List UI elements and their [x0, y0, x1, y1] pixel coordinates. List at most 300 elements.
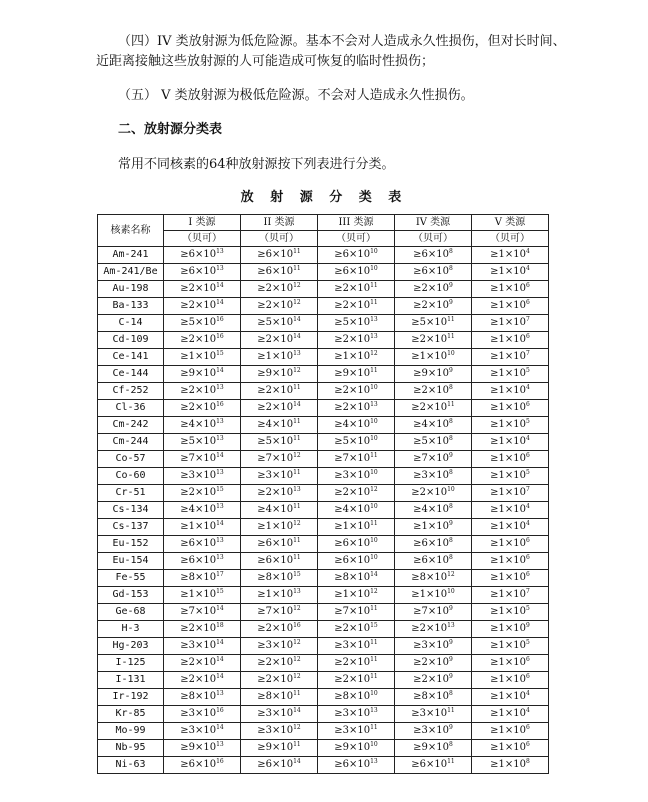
activity-base: ≥2×10: [413, 300, 450, 311]
table-row: [98, 689, 549, 706]
activity-base: ≥9×10: [413, 742, 450, 753]
activity-exponent: 12: [447, 571, 455, 578]
activity-exponent: 14: [216, 605, 224, 612]
activity-cell: [318, 332, 395, 349]
activity-cell: [164, 519, 241, 536]
nuclide-name-cell: H-3: [98, 621, 164, 638]
activity-cell: [241, 570, 318, 587]
activity-exponent: 16: [216, 758, 224, 765]
activity-exponent: 8: [449, 384, 453, 391]
activity-base: ≥6×10: [257, 249, 294, 260]
activity-base: ≥7×10: [413, 453, 450, 464]
nuclide-name-cell: Mo-99: [98, 723, 164, 740]
activity-base: ≥1×10: [490, 334, 527, 345]
table-row: [98, 553, 549, 570]
activity-base: ≥4×10: [257, 419, 294, 430]
activity-exponent: 11: [293, 503, 301, 510]
activity-base: ≥7×10: [180, 453, 217, 464]
activity-exponent: 10: [370, 384, 378, 391]
nuclide-name-cell: Au-198: [98, 281, 164, 298]
activity-exponent: 11: [370, 282, 378, 289]
nuclide-name-cell: I-131: [98, 672, 164, 689]
activity-cell: [395, 400, 472, 417]
activity-exponent: 7: [526, 350, 530, 357]
activity-base: ≥1×10: [490, 606, 527, 617]
activity-cell: [395, 247, 472, 264]
activity-base: ≥5×10: [257, 317, 294, 328]
activity-exponent: 12: [293, 673, 301, 680]
activity-exponent: 11: [293, 418, 301, 425]
table-row: [98, 468, 549, 485]
activity-cell: [395, 604, 472, 621]
nuclide-name-cell: Gd-153: [98, 587, 164, 604]
activity-exponent: 9: [449, 673, 453, 680]
activity-cell: [395, 587, 472, 604]
activity-exponent: 13: [447, 622, 455, 629]
activity-base: ≥6×10: [257, 555, 294, 566]
activity-cell: [241, 400, 318, 417]
activity-base: ≥2×10: [257, 385, 294, 396]
table-row: [98, 298, 549, 315]
activity-cell: [395, 757, 472, 774]
activity-base: ≥1×10: [490, 555, 527, 566]
activity-base: ≥2×10: [257, 300, 294, 311]
table-row: [98, 315, 549, 332]
activity-cell: [472, 587, 549, 604]
activity-base: ≥6×10: [180, 266, 217, 277]
activity-cell: [318, 502, 395, 519]
activity-base: ≥9×10: [334, 742, 371, 753]
activity-cell: [318, 706, 395, 723]
activity-base: ≥6×10: [180, 555, 217, 566]
activity-exponent: 11: [447, 758, 455, 765]
activity-base: ≥2×10: [334, 674, 371, 685]
activity-cell: [472, 247, 549, 264]
activity-cell: [241, 366, 318, 383]
activity-exponent: 9: [449, 724, 453, 731]
activity-cell: [164, 689, 241, 706]
table-row: [98, 400, 549, 417]
activity-exponent: 13: [216, 503, 224, 510]
activity-base: ≥6×10: [180, 249, 217, 260]
activity-cell: [472, 655, 549, 672]
nuclide-name-cell: Cs-134: [98, 502, 164, 519]
activity-exponent: 14: [216, 367, 224, 374]
activity-cell: [318, 417, 395, 434]
activity-cell: [395, 502, 472, 519]
activity-base: ≥2×10: [180, 674, 217, 685]
activity-exponent: 9: [449, 299, 453, 306]
table-row: [98, 638, 549, 655]
activity-exponent: 11: [447, 316, 455, 323]
activity-exponent: 13: [216, 537, 224, 544]
activity-exponent: 13: [216, 384, 224, 391]
activity-cell: [241, 298, 318, 315]
header-class-1: I 类源: [164, 215, 241, 231]
table-row: [98, 247, 549, 264]
activity-exponent: 12: [293, 605, 301, 612]
activity-exponent: 13: [293, 486, 301, 493]
activity-exponent: 14: [293, 707, 301, 714]
activity-cell: [318, 298, 395, 315]
nuclide-name-cell: Cd-109: [98, 332, 164, 349]
activity-exponent: 11: [293, 554, 301, 561]
header-unit: （贝可）: [395, 231, 472, 247]
activity-exponent: 4: [526, 503, 530, 510]
nuclide-name-cell: Ge-68: [98, 604, 164, 621]
activity-exponent: 11: [293, 265, 301, 272]
activity-exponent: 13: [370, 758, 378, 765]
activity-exponent: 11: [370, 673, 378, 680]
activity-cell: [472, 281, 549, 298]
activity-base: ≥7×10: [257, 453, 294, 464]
intro-text: 常用不同核素的64种放射源按下列表进行分类。: [118, 157, 395, 172]
activity-exponent: 4: [526, 435, 530, 442]
activity-base: ≥1×10: [490, 708, 527, 719]
activity-exponent: 9: [449, 605, 453, 612]
activity-base: ≥1×10: [490, 521, 527, 532]
activity-base: ≥8×10: [334, 572, 371, 583]
activity-cell: [318, 434, 395, 451]
activity-cell: [472, 689, 549, 706]
activity-base: ≥1×10: [490, 504, 527, 515]
activity-cell: [472, 451, 549, 468]
activity-exponent: 5: [526, 605, 530, 612]
activity-cell: [395, 417, 472, 434]
activity-exponent: 15: [370, 622, 378, 629]
activity-base: ≥2×10: [180, 283, 217, 294]
activity-exponent: 11: [370, 605, 378, 612]
table-row: [98, 604, 549, 621]
activity-exponent: 11: [370, 724, 378, 731]
activity-exponent: 5: [526, 639, 530, 646]
activity-base: ≥3×10: [411, 708, 448, 719]
activity-exponent: 15: [216, 588, 224, 595]
activity-cell: [472, 638, 549, 655]
activity-base: ≥1×10: [490, 351, 527, 362]
activity-exponent: 13: [216, 741, 224, 748]
nuclide-name-cell: Cs-137: [98, 519, 164, 536]
activity-base: ≥7×10: [413, 606, 450, 617]
activity-cell: [241, 383, 318, 400]
activity-base: ≥2×10: [180, 385, 217, 396]
activity-cell: [241, 247, 318, 264]
activity-cell: [318, 400, 395, 417]
activity-cell: [241, 740, 318, 757]
activity-cell: [164, 400, 241, 417]
nuclide-name-cell: Eu-152: [98, 536, 164, 553]
activity-base: ≥3×10: [180, 725, 217, 736]
activity-base: ≥6×10: [334, 555, 371, 566]
activity-cell: [472, 434, 549, 451]
header-class-5: V 类源: [472, 215, 549, 231]
activity-cell: [395, 536, 472, 553]
activity-base: ≥2×10: [334, 487, 371, 498]
activity-cell: [318, 281, 395, 298]
table-row: [98, 757, 549, 774]
header-unit: （贝可）: [164, 231, 241, 247]
activity-cell: [472, 468, 549, 485]
activity-base: ≥2×10: [334, 385, 371, 396]
activity-cell: [395, 281, 472, 298]
table-row: [98, 383, 549, 400]
activity-base: ≥1×10: [334, 521, 371, 532]
activity-exponent: 9: [449, 656, 453, 663]
activity-cell: [395, 434, 472, 451]
activity-exponent: 13: [216, 690, 224, 697]
activity-base: ≥7×10: [334, 606, 371, 617]
activity-cell: [318, 536, 395, 553]
activity-cell: [395, 638, 472, 655]
table-row: [98, 417, 549, 434]
activity-base: ≥1×10: [257, 351, 294, 362]
activity-exponent: 9: [449, 452, 453, 459]
nuclide-name-cell: Cm-244: [98, 434, 164, 451]
table-row: [98, 740, 549, 757]
activity-exponent: 11: [370, 452, 378, 459]
activity-exponent: 9: [449, 520, 453, 527]
activity-base: ≥6×10: [413, 266, 450, 277]
activity-base: ≥1×10: [334, 351, 371, 362]
activity-exponent: 12: [293, 299, 301, 306]
activity-base: ≥8×10: [413, 691, 450, 702]
activity-exponent: 9: [449, 367, 453, 374]
activity-exponent: 4: [526, 265, 530, 272]
activity-exponent: 6: [526, 554, 530, 561]
activity-exponent: 15: [293, 571, 301, 578]
activity-cell: [164, 723, 241, 740]
activity-base: ≥1×10: [490, 385, 527, 396]
activity-cell: [241, 434, 318, 451]
activity-exponent: 6: [526, 282, 530, 289]
activity-base: ≥1×10: [180, 521, 217, 532]
activity-cell: [472, 604, 549, 621]
header-class-4: IV 类源: [395, 215, 472, 231]
activity-base: ≥2×10: [180, 402, 217, 413]
activity-exponent: 13: [216, 418, 224, 425]
activity-cell: [164, 264, 241, 281]
activity-base: ≥2×10: [334, 623, 371, 634]
activity-exponent: 16: [216, 316, 224, 323]
table-row: [98, 655, 549, 672]
paragraph-class-iv-line1: （四）IV 类放射源为低危险源。基本不会对人造成永久性损伤，但对长时间、: [118, 34, 566, 49]
activity-base: ≥2×10: [413, 385, 450, 396]
activity-exponent: 11: [293, 384, 301, 391]
activity-cell: [164, 281, 241, 298]
activity-cell: [318, 468, 395, 485]
activity-cell: [164, 757, 241, 774]
activity-base: ≥9×10: [180, 368, 217, 379]
activity-exponent: 16: [216, 333, 224, 340]
activity-exponent: 5: [526, 469, 530, 476]
paragraph-class-v: （五） V 类放射源为极低危险源。不会对人造成永久性损伤。: [118, 88, 474, 103]
activity-cell: [395, 332, 472, 349]
activity-cell: [472, 519, 549, 536]
activity-cell: [241, 621, 318, 638]
activity-cell: [472, 417, 549, 434]
activity-base: ≥1×10: [490, 266, 527, 277]
activity-base: ≥9×10: [257, 368, 294, 379]
activity-exponent: 11: [370, 639, 378, 646]
activity-exponent: 10: [370, 265, 378, 272]
activity-base: ≥1×10: [490, 657, 527, 668]
activity-base: ≥6×10: [334, 266, 371, 277]
activity-exponent: 10: [370, 469, 378, 476]
table-row: [98, 451, 549, 468]
activity-cell: [472, 349, 549, 366]
activity-base: ≥9×10: [413, 368, 450, 379]
activity-cell: [164, 468, 241, 485]
activity-base: ≥1×10: [490, 759, 527, 770]
activity-exponent: 10: [370, 435, 378, 442]
activity-base: ≥1×10: [490, 402, 527, 413]
activity-base: ≥5×10: [334, 317, 371, 328]
activity-exponent: 11: [293, 690, 301, 697]
activity-cell: [472, 723, 549, 740]
activity-cell: [318, 757, 395, 774]
activity-base: ≥1×10: [490, 725, 527, 736]
activity-exponent: 8: [449, 503, 453, 510]
activity-base: ≥4×10: [334, 419, 371, 430]
activity-exponent: 10: [370, 418, 378, 425]
activity-exponent: 11: [293, 537, 301, 544]
nuclide-name-cell: Co-60: [98, 468, 164, 485]
activity-base: ≥8×10: [257, 691, 294, 702]
activity-exponent: 13: [370, 316, 378, 323]
activity-exponent: 13: [293, 588, 301, 595]
activity-base: ≥3×10: [413, 725, 450, 736]
activity-base: ≥2×10: [180, 300, 217, 311]
activity-cell: [318, 519, 395, 536]
activity-cell: [241, 349, 318, 366]
activity-exponent: 12: [370, 486, 378, 493]
header-class-3: III 类源: [318, 215, 395, 231]
activity-base: ≥1×10: [180, 351, 217, 362]
activity-exponent: 4: [526, 384, 530, 391]
activity-exponent: 14: [370, 571, 378, 578]
nuclide-name-cell: Cl-36: [98, 400, 164, 417]
activity-base: ≥2×10: [334, 300, 371, 311]
activity-exponent: 14: [216, 639, 224, 646]
activity-exponent: 4: [526, 707, 530, 714]
activity-base: ≥2×10: [257, 334, 294, 345]
activity-exponent: 14: [216, 452, 224, 459]
activity-base: ≥1×10: [490, 283, 527, 294]
table-row: [98, 366, 549, 383]
activity-exponent: 11: [293, 435, 301, 442]
activity-cell: [472, 332, 549, 349]
activity-cell: [395, 723, 472, 740]
activity-base: ≥3×10: [257, 725, 294, 736]
activity-exponent: 9: [449, 639, 453, 646]
activity-exponent: 4: [526, 690, 530, 697]
activity-cell: [164, 247, 241, 264]
activity-exponent: 12: [293, 452, 301, 459]
activity-exponent: 14: [293, 401, 301, 408]
activity-cell: [241, 638, 318, 655]
activity-exponent: 9: [526, 622, 530, 629]
table-unit-row: [98, 231, 549, 247]
activity-exponent: 5: [526, 367, 530, 374]
activity-cell: [472, 570, 549, 587]
activity-exponent: 10: [370, 537, 378, 544]
activity-cell: [241, 587, 318, 604]
activity-cell: [395, 298, 472, 315]
activity-base: ≥9×10: [257, 742, 294, 753]
activity-base: ≥7×10: [257, 606, 294, 617]
activity-cell: [241, 672, 318, 689]
activity-cell: [241, 417, 318, 434]
activity-base: ≥2×10: [411, 623, 448, 634]
activity-base: ≥8×10: [411, 572, 448, 583]
activity-exponent: 17: [216, 571, 224, 578]
activity-base: ≥2×10: [257, 674, 294, 685]
activity-exponent: 13: [216, 554, 224, 561]
activity-base: ≥2×10: [334, 402, 371, 413]
activity-base: ≥2×10: [411, 402, 448, 413]
activity-exponent: 6: [526, 571, 530, 578]
activity-base: ≥1×10: [413, 521, 450, 532]
activity-exponent: 12: [293, 656, 301, 663]
table-row: [98, 349, 549, 366]
activity-base: ≥4×10: [334, 504, 371, 515]
table-row: [98, 502, 549, 519]
activity-base: ≥2×10: [257, 487, 294, 498]
activity-cell: [472, 553, 549, 570]
activity-exponent: 16: [216, 707, 224, 714]
activity-base: ≥7×10: [180, 606, 217, 617]
activity-base: ≥1×10: [490, 317, 527, 328]
table-header-row: [98, 215, 549, 231]
activity-base: ≥1×10: [490, 419, 527, 430]
activity-cell: [164, 638, 241, 655]
activity-cell: [164, 587, 241, 604]
activity-base: ≥1×10: [490, 453, 527, 464]
activity-cell: [395, 672, 472, 689]
activity-base: ≥1×10: [334, 589, 371, 600]
activity-exponent: 8: [449, 537, 453, 544]
activity-cell: [395, 519, 472, 536]
activity-base: ≥2×10: [180, 657, 217, 668]
activity-cell: [318, 672, 395, 689]
nuclide-name-cell: Am-241: [98, 247, 164, 264]
header-class-2: II 类源: [241, 215, 318, 231]
activity-cell: [395, 366, 472, 383]
activity-exponent: 13: [216, 435, 224, 442]
table-row: [98, 536, 549, 553]
activity-cell: [318, 587, 395, 604]
activity-cell: [164, 502, 241, 519]
activity-cell: [472, 264, 549, 281]
activity-base: ≥6×10: [334, 759, 371, 770]
activity-base: ≥8×10: [180, 572, 217, 583]
activity-base: ≥1×10: [411, 589, 448, 600]
activity-base: ≥5×10: [413, 436, 450, 447]
nuclide-name-cell: Ni-63: [98, 757, 164, 774]
activity-exponent: 14: [293, 758, 301, 765]
table-row: [98, 332, 549, 349]
activity-cell: [395, 315, 472, 332]
activity-cell: [395, 451, 472, 468]
activity-cell: [472, 485, 549, 502]
header-nuclide-name: 核素名称: [98, 215, 164, 247]
activity-base: ≥6×10: [413, 249, 450, 260]
activity-cell: [164, 621, 241, 638]
table-row: [98, 281, 549, 298]
activity-exponent: 18: [216, 622, 224, 629]
activity-exponent: 8: [449, 265, 453, 272]
activity-base: ≥1×10: [257, 521, 294, 532]
